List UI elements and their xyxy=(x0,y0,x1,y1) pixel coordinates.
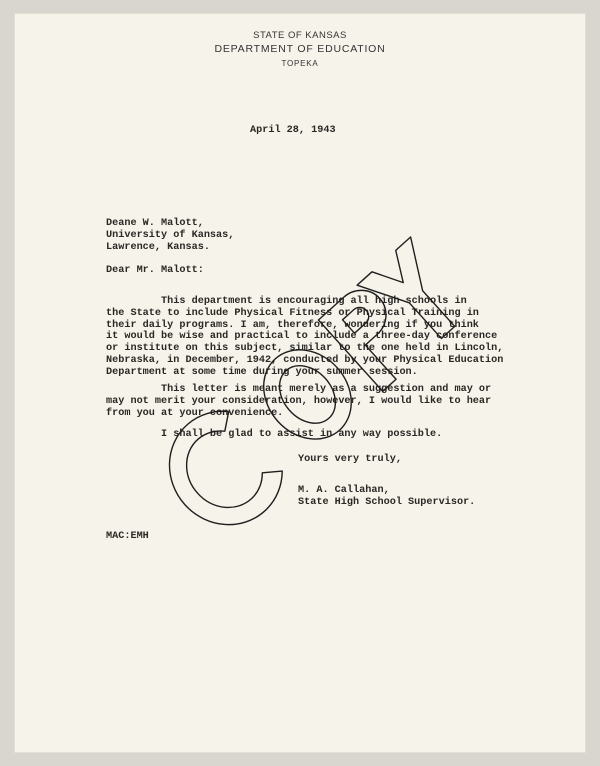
signer-name: M. A. Callahan, xyxy=(298,485,390,496)
letterhead-department: DEPARTMENT OF EDUCATION xyxy=(214,43,386,55)
paragraph-line: Department at some time during your summer session. xyxy=(106,366,418,378)
body-paragraph-3: I shall be glad to assist in any way possible. xyxy=(106,429,443,440)
paragraph-line: their daily programs. I am, therefore, wondering if you think xyxy=(106,319,479,331)
salutation: Dear Mr. Malott: xyxy=(106,265,204,276)
complimentary-close: Yours very truly, xyxy=(298,454,402,465)
letterhead-city: TOPEKA xyxy=(281,59,319,68)
paragraph-line: from you at your convenience. xyxy=(106,407,284,419)
letter-page xyxy=(14,13,586,753)
letterhead xyxy=(0,30,600,68)
body-paragraph-1 xyxy=(106,296,503,379)
recipient-address xyxy=(106,218,234,253)
paragraph-line: or institute on this subject, similar to the one held in Lincoln, xyxy=(106,343,504,355)
paragraph-line: This letter is meant merely as a suggestion and may or xyxy=(106,384,492,395)
paragraph-line: Nebraska, in December, 1942, conducted by your Physical Education xyxy=(106,354,504,366)
paragraph-line: may not merit your consideration, however, I would like to hear xyxy=(106,395,492,407)
body-paragraph-2 xyxy=(106,384,491,419)
address-line: University of Kansas, xyxy=(106,229,235,241)
letter-date: April 28, 1943 xyxy=(250,125,336,136)
letterhead-state: STATE OF KANSAS xyxy=(253,30,347,41)
paragraph-line: This department is encouraging all high schools in xyxy=(106,296,467,307)
reference-initials: MAC:EMH xyxy=(106,531,149,542)
paragraph-line: it would be wise and practical to include a three-day conference xyxy=(106,331,498,343)
paragraph-line: the State to include Physical Fitness or Physical Training in xyxy=(106,307,479,319)
address-line: Lawrence, Kansas. xyxy=(106,241,210,253)
signature-block xyxy=(298,485,475,509)
address-line: Deane W. Malott, xyxy=(106,218,204,229)
signer-title: State High School Supervisor. xyxy=(298,496,476,508)
